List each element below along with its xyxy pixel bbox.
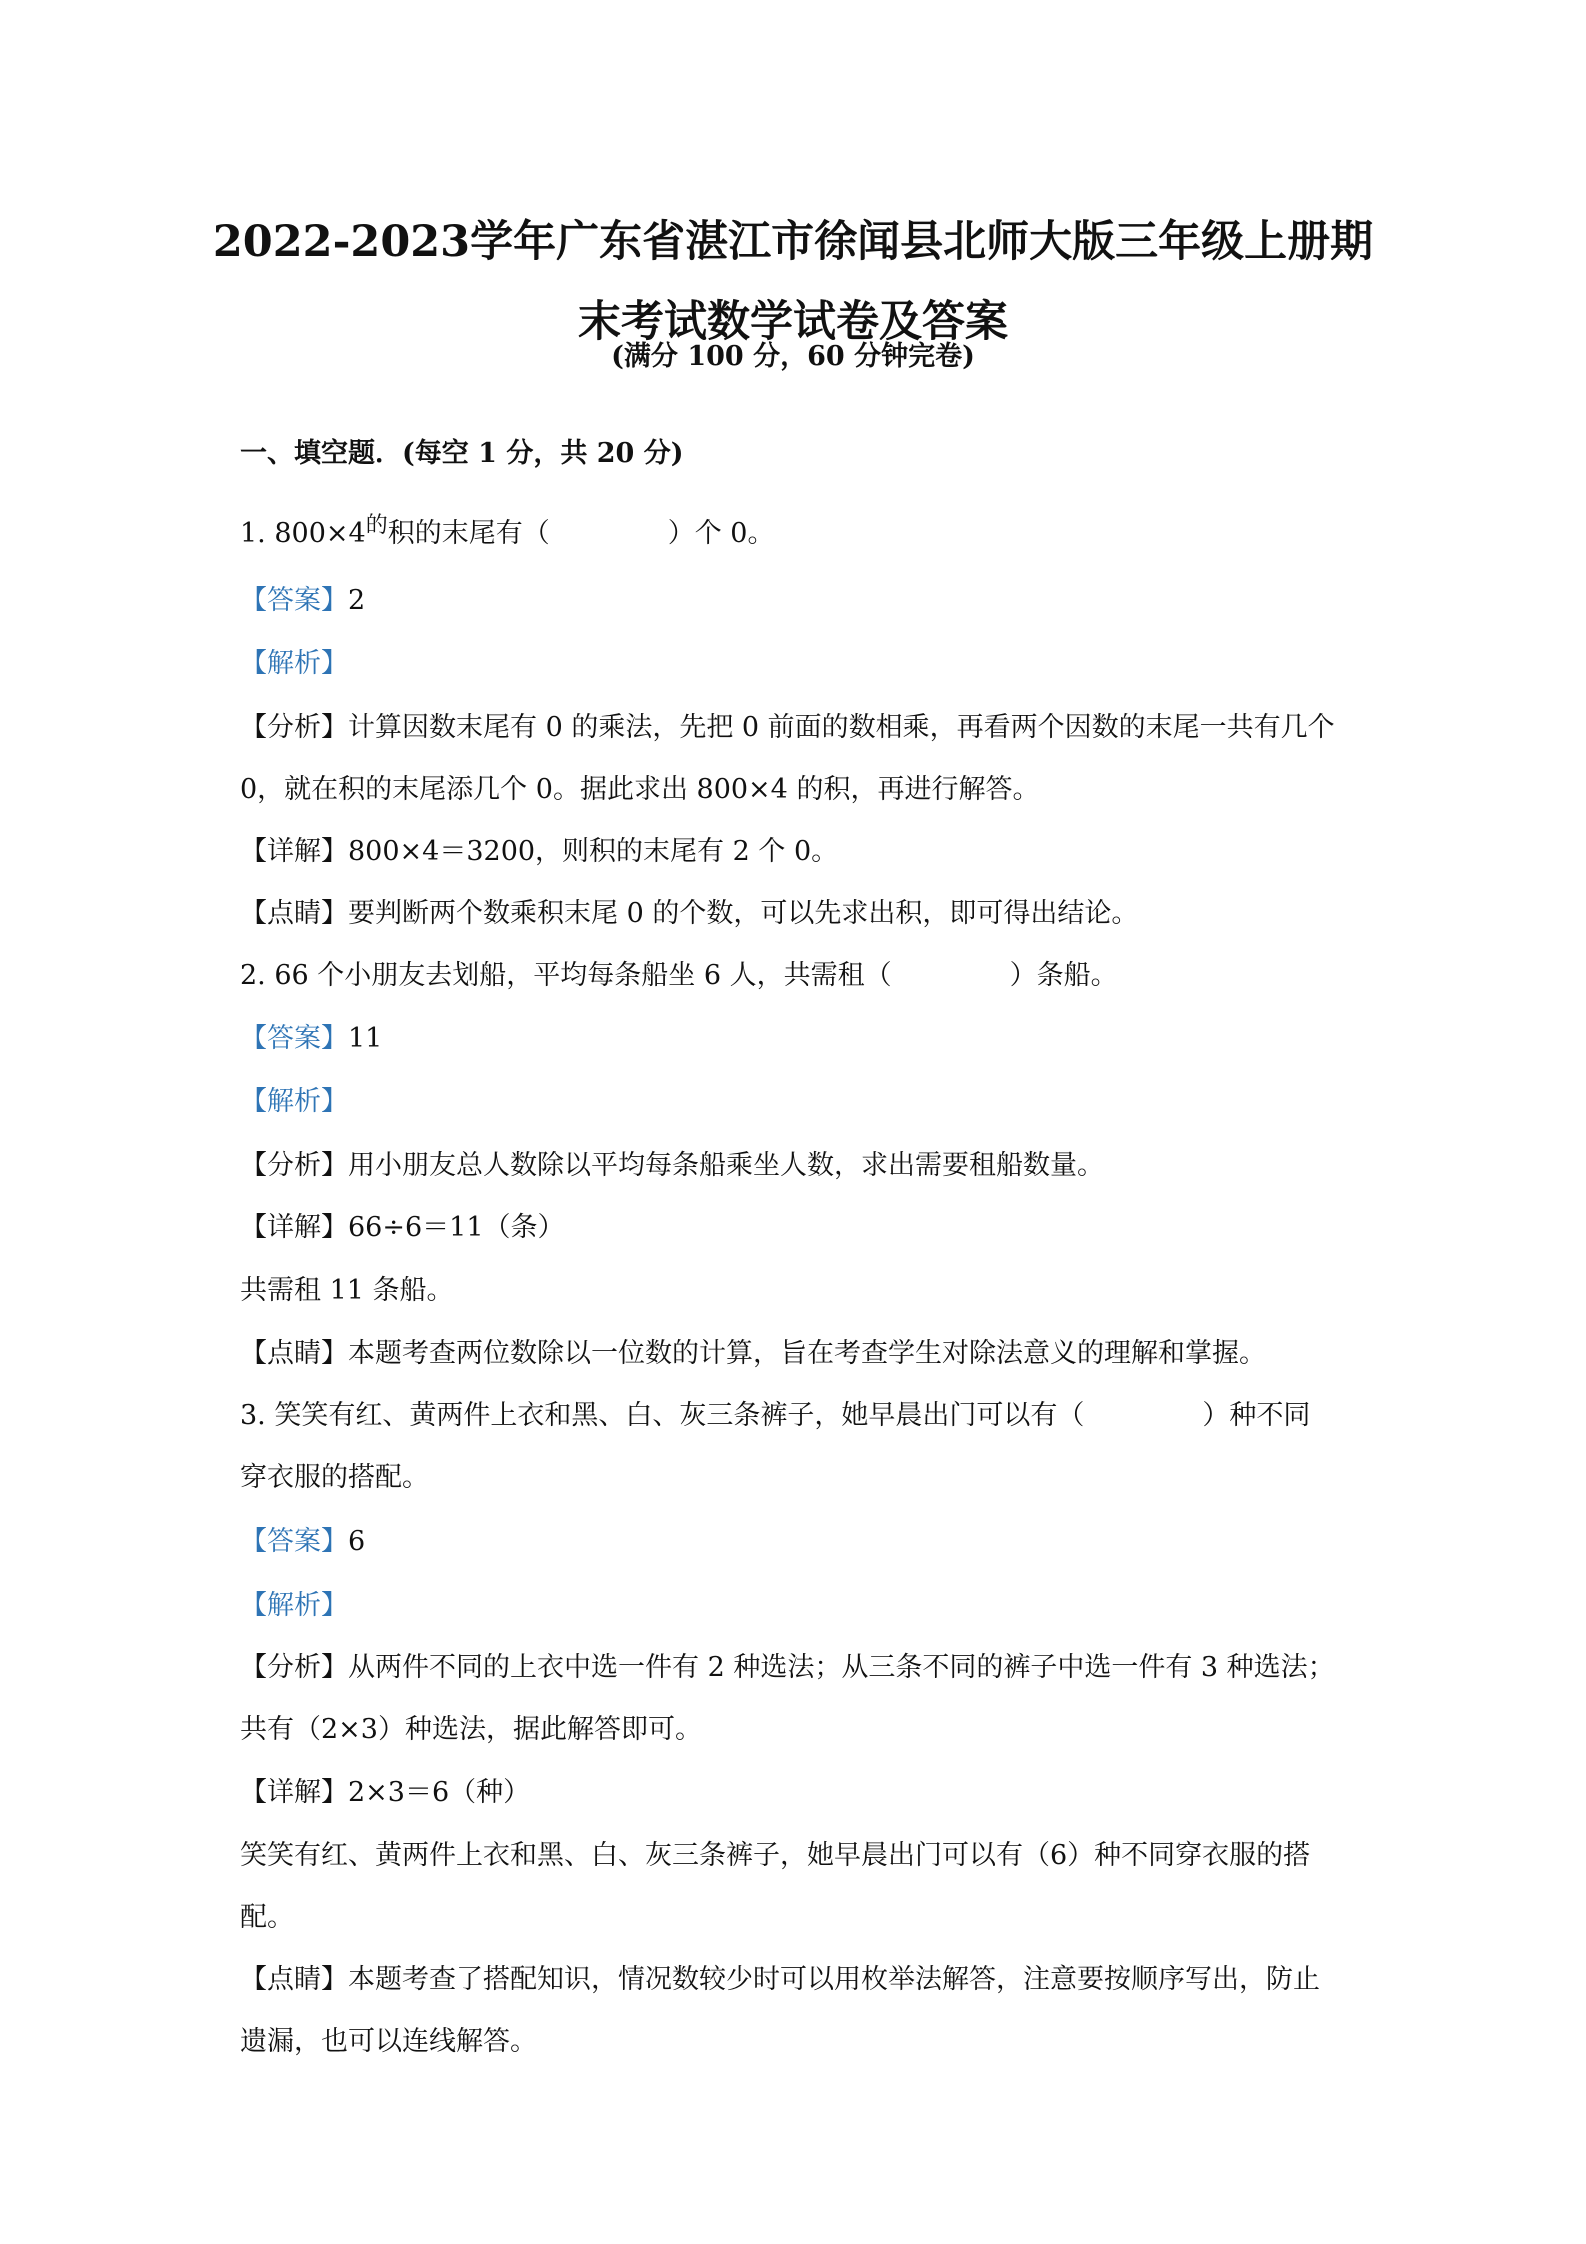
q3-dianjing-1: 【点睛】本题考查了搭配知识，情况数较少时可以用枚举法解答，注意要按顺序写出，防止: [240, 1964, 1320, 1995]
q3-stem-b: ）种不同: [1202, 1400, 1311, 1431]
title-line-1: 2022-2023学年广东省湛江市徐闻县北师大版三年级上册期: [212, 217, 1374, 267]
q1-stem-a: 1. 800×4: [240, 518, 366, 549]
q2-analysis-tag: 【解析】: [240, 1086, 348, 1117]
q1-dianjing: 【点睛】要判断两个数乘积末尾 0 的个数，可以先求出积，即可得出结论。: [240, 898, 1139, 929]
question-3-stem: [240, 1398, 1350, 1434]
q1-answer-value: 2: [348, 585, 366, 616]
q1-fenxi-2: 0，就在积的末尾添几个 0。据此求出 800×4 的积，再进行解答。: [240, 774, 1040, 805]
q3-conclusion-1: 笑笑有红、黄两件上衣和黑、白、灰三条裤子，她早晨出门可以有（6）种不同穿衣服的搭: [240, 1840, 1311, 1871]
q3-fenxi-1: 【分析】从两件不同的上衣中选一件有 2 种选法；从三条不同的裤子中选一件有 3 种选法；: [240, 1652, 1335, 1683]
q1-answer-tag: 【答案】: [240, 585, 348, 616]
q2-conclusion: 共需租 11 条船。: [240, 1275, 454, 1306]
q2-fenxi: 【分析】用小朋友总人数除以平均每条船乘坐人数，求出需要租船数量。: [240, 1150, 1104, 1181]
section-heading: 一、填空题．(每空 1 分，共 20 分): [240, 438, 684, 469]
q3-conclusion-2: 配。: [240, 1902, 294, 1933]
q3-answer: [240, 1524, 1350, 1560]
q1-xiangjie: 【详解】800×4＝3200，则积的末尾有 2 个 0。: [240, 836, 839, 867]
q3-xiangjie: 【详解】2×3＝6（种）: [240, 1777, 531, 1808]
q3-stem-a: 3. 笑笑有红、黄两件上衣和黑、白、灰三条裤子，她早晨出门可以有（: [240, 1400, 1085, 1431]
q1-analysis-tag: 【解析】: [240, 648, 348, 679]
q2-answer-tag: 【答案】: [240, 1023, 348, 1054]
q3-fenxi-2: 共有（2×3）种选法，据此解答即可。: [240, 1714, 702, 1745]
q1-stem-sup: 的: [365, 513, 388, 538]
q2-xiangjie: 【详解】66÷6＝11（条）: [240, 1212, 565, 1243]
q2-answer: [240, 1021, 1350, 1057]
q1-stem-c: ）个 0。: [667, 518, 775, 549]
q2-stem-b: ）条船。: [1009, 960, 1118, 991]
q3-analysis-tag: 【解析】: [240, 1590, 348, 1621]
q3-answer-value: 6: [348, 1526, 366, 1557]
q2-answer-value: 11: [348, 1023, 383, 1054]
q1-answer: [240, 583, 1350, 619]
q1-fenxi-1: 【分析】计算因数末尾有 0 的乘法，先把 0 前面的数相乘，再看两个因数的末尾一共有几个: [240, 712, 1335, 743]
subtitle: (满分 100 分，60 分钟完卷): [611, 341, 975, 372]
question-1-stem: [240, 513, 1350, 554]
q3-dianjing-2: 遗漏，也可以连线解答。: [240, 2026, 537, 2057]
q2-stem-a: 2. 66 个小朋友去划船，平均每条船坐 6 人，共需租（: [240, 960, 892, 991]
title-line-2: 末考试数学试卷及答案: [578, 297, 1008, 347]
q3-stem-line-2: 穿衣服的搭配。: [240, 1462, 429, 1493]
q1-stem-b: 积的末尾有（: [387, 518, 550, 549]
question-2-stem: [240, 958, 1350, 994]
q2-dianjing: 【点睛】本题考查两位数除以一位数的计算，旨在考查学生对除法意义的理解和掌握。: [240, 1338, 1266, 1369]
q3-answer-tag: 【答案】: [240, 1526, 348, 1557]
